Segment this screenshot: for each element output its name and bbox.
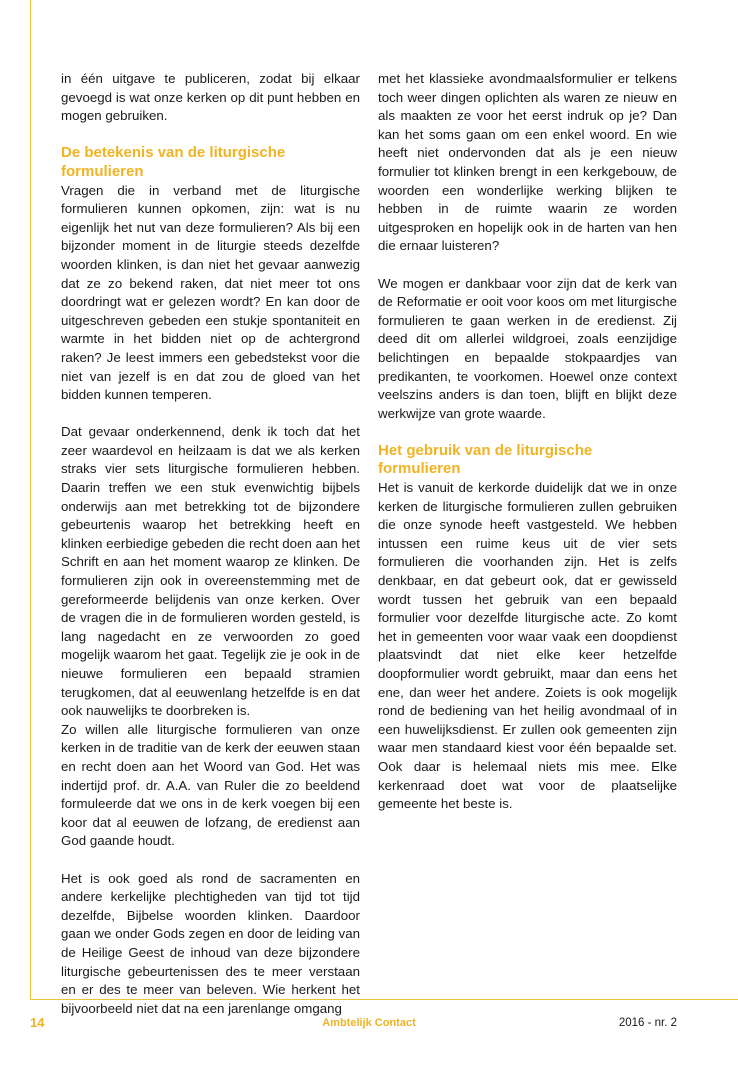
section-heading-betekenis: De betekenis van de liturgische formulieren [61, 144, 286, 180]
paragraph: Dat gevaar onderkennend, denk ik toch dat het zeer waardevol en heilzaam is dat we als kerken straks vier sets liturgische formulieren hebben. Daarin treffen we een stuk evenwichtig bijbels onderwijs aan met betrekking tot de bijzondere gebeurtenis waarop het betrekking heeft en klinken eerbiedige gebeden die recht doen aan het Schrift en aan het moment waarop ze klinken. De formulieren zijn ook in overeenstemming met de gereformeerde belijdenis van onze kerken. Over de vragen die in de formulieren worden gesteld, is lang nagedacht en ze verwoorden zo goed mogelijk waarom het gaat. Tegelijk zie je ook in de nieuwe formulieren een bepaald stramien terugkomen, dat al eeuwenlang hetzelfde is en dat ook nauwelijks te doorbreken is. [61, 424, 360, 719]
paragraph: Vragen die in verband met de liturgische formulieren kunnen opkomen, zijn: wat is nu eigenlijk het nut van deze formulieren? Als bij een bijzonder moment in de liturgie steeds dezelfde woorden klinken, is dan niet het gevaar aanwezig dat ze zo bekend raken, dat niet meer tot ons doordringt wat er gelezen wordt? En kan door de uitgeschreven gebeden een stukje spontaniteit en warmte in het bidden niet op de achtergrond raken? Je leest immers een gebedstekst voor die niet van jezelf is en dat zou de gloed van het bidden kunnen temperen. [61, 182, 360, 403]
left-column [61, 70, 360, 1018]
section-heading-gebruik: Het gebruik van de liturgische formulieren [378, 441, 593, 478]
right-column [378, 70, 677, 814]
paragraph: Zo willen alle liturgische formulieren van onze kerken in de traditie van de kerk der eeuwen staan en recht doen aan het Woord van God. Het was indertijd prof. dr. A.A. van Ruler die zo beeldend formuleerde dat we ons in de kerk voegen bij een koor dat al eeuwen de lofzang, de eredienst aan God gaande houdt. [61, 721, 360, 849]
paragraph: met het klassieke avondmaalsformulier er telkens toch weer dingen oplichten als waren ze nieuw en als maakten ze voor het eerst indruk op je? Dan kan het soms gaan om een enkel woord. En wie heeft niet ondervonden dat als je een nieuw formulier tot klinken brengt in een kerkgebouw, de woorden een wonderlijke werking blijken te hebben in de ruimte waarin ze worden uitgesproken en hopelijk ook in de harten van hen die ernaar luisteren? [378, 71, 677, 254]
issue-label: 2016 - nr. 2 [618, 1017, 677, 1029]
paragraph: Het is vanuit de kerkorde duidelijk dat we in onze kerken de liturgische formulieren zullen gebruiken die onze synode heeft vastgesteld. We hebben intussen een ruime keus uit de vier sets formulieren die voorhanden zijn. Het is zelfs denkbaar, en dat gebeurt ook, dat er gewisseld wordt tussen het gebruik van een bepaald formulier voor dezelfde liturgische acte. Zo komt het in gemeenten voor waar vaak een doopdienst plaatsvindt dat niet elke keer hetzelfde doopformulier wordt gebruikt, maar dan eens het ene, dan weer het andere. Zoiets is ook mogelijk rond de bediening van het heilig avondmaal of in een huwelijksdienst. Er zullen ook gemeenten zijn waar men standaard kiest voor één bepaalde set. Ook daar is helemaal niets mis mee. Elke kerkenraad doet wat voor de plaatselijke gemeente het beste is. [378, 480, 677, 812]
margin-rule-vertical [30, 0, 31, 1000]
magazine-title: Ambtelijk Contact [322, 1017, 416, 1029]
paragraph: Het is ook goed als rond de sacramenten en andere kerkelijke plechtigheden van tijd tot tijd dezelfde, Bijbelse woorden klinken. Daardoor gaan we onder Gods zegen en door de leiding van de Heilige Geest de inhoud van deze bijzondere liturgische gebeurtenissen des te meer verstaan en er des te meer van beleven. Wie herkent het bijvoorbeeld niet dat na een jarenlange omgang [61, 870, 360, 1016]
paragraph: We mogen er dankbaar voor zijn dat de kerk van de Reformatie er ooit voor koos om met liturgische formulieren te gaan werken in de eredienst. Zij deed dit om allerlei wildgroei, zoals eenzijdige belichtingen en bepaalde stokpaardjes van predikanten, te voorkomen. Hoewel onze context veelszins anders is dan toen, blijft en blijkt deze werkwijze van grote waarde. [378, 275, 677, 421]
paragraph-continued: in één uitgave te publiceren, zodat bij elkaar gevoegd is wat onze kerken op dit punt hebben en mogen gebruiken. [61, 71, 360, 124]
page-number: 14 [30, 1015, 45, 1030]
